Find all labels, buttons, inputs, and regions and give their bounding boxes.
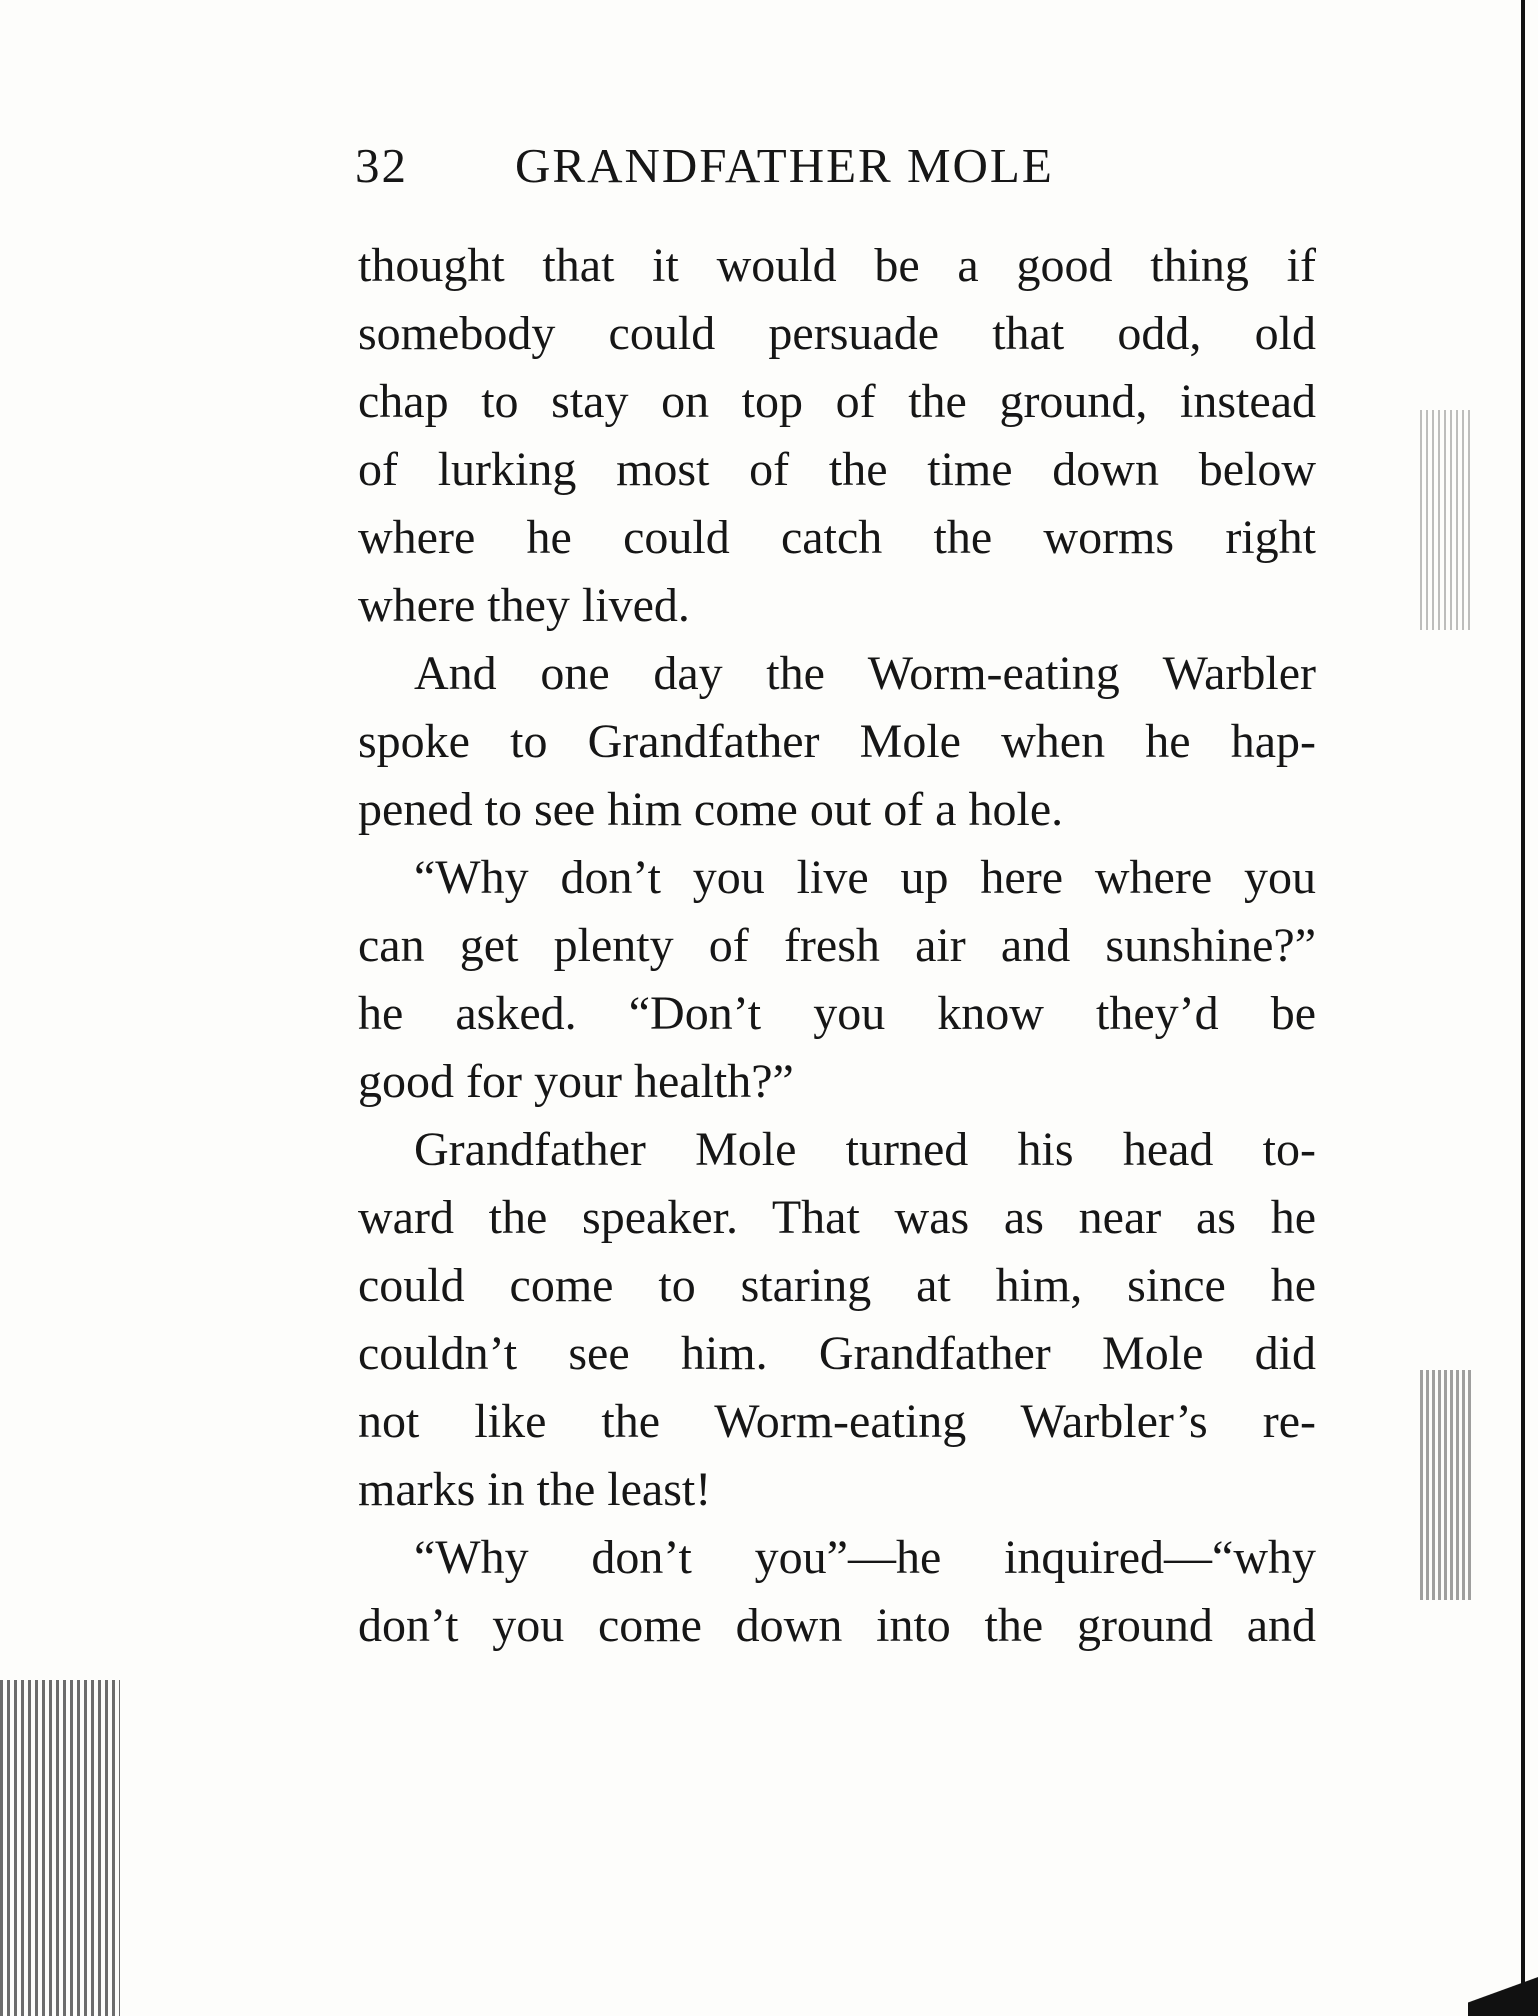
text-line: pened to see him come out of a hole. [358, 783, 1064, 836]
text-line: not like the Worm-eating Warbler’s re- [358, 1395, 1316, 1448]
text-line: ward the speaker. That was as near as he [358, 1191, 1316, 1244]
text-line: thought that it would be a good thing if [358, 239, 1316, 292]
text-line: Grandfather Mole turned his head to- [414, 1123, 1316, 1176]
page-edge-rule [1521, 0, 1525, 2016]
scan-artifact [1420, 410, 1472, 630]
text-line: “Why don’t you”—he inquired—“why [414, 1531, 1316, 1584]
text-line: couldn’t see him. Grandfather Mole did [358, 1327, 1316, 1380]
text-line: where he could catch the worms right [358, 511, 1316, 564]
text-line: spoke to Grandfather Mole when he hap- [358, 715, 1316, 768]
scan-artifact [1420, 1370, 1474, 1600]
text-line: of lurking most of the time down below [358, 443, 1316, 496]
text-line: can get plenty of fresh air and sunshine?” [358, 919, 1316, 972]
page-number: 32 [355, 138, 408, 193]
body-text [358, 232, 1316, 1660]
page-corner-shadow [1468, 1976, 1538, 2016]
text-line: could come to staring at him, since he [358, 1259, 1316, 1312]
text-line: good for your health?” [358, 1055, 794, 1108]
text-line: chap to stay on top of the ground, instead [358, 375, 1316, 428]
text-line: marks in the least! [358, 1463, 712, 1516]
text-line: “Why don’t you live up here where you [414, 851, 1316, 904]
running-title: GRANDFATHER MOLE [515, 138, 1054, 193]
scan-artifact [0, 1680, 120, 2016]
text-line: where they lived. [358, 579, 690, 632]
text-line: he asked. “Don’t you know they’d be [358, 987, 1316, 1040]
text-line: don’t you come down into the ground and [358, 1599, 1316, 1652]
running-header [355, 138, 1355, 194]
text-line: And one day the Worm-eating Warbler [414, 647, 1316, 700]
text-line: somebody could persuade that odd, old [358, 307, 1316, 360]
